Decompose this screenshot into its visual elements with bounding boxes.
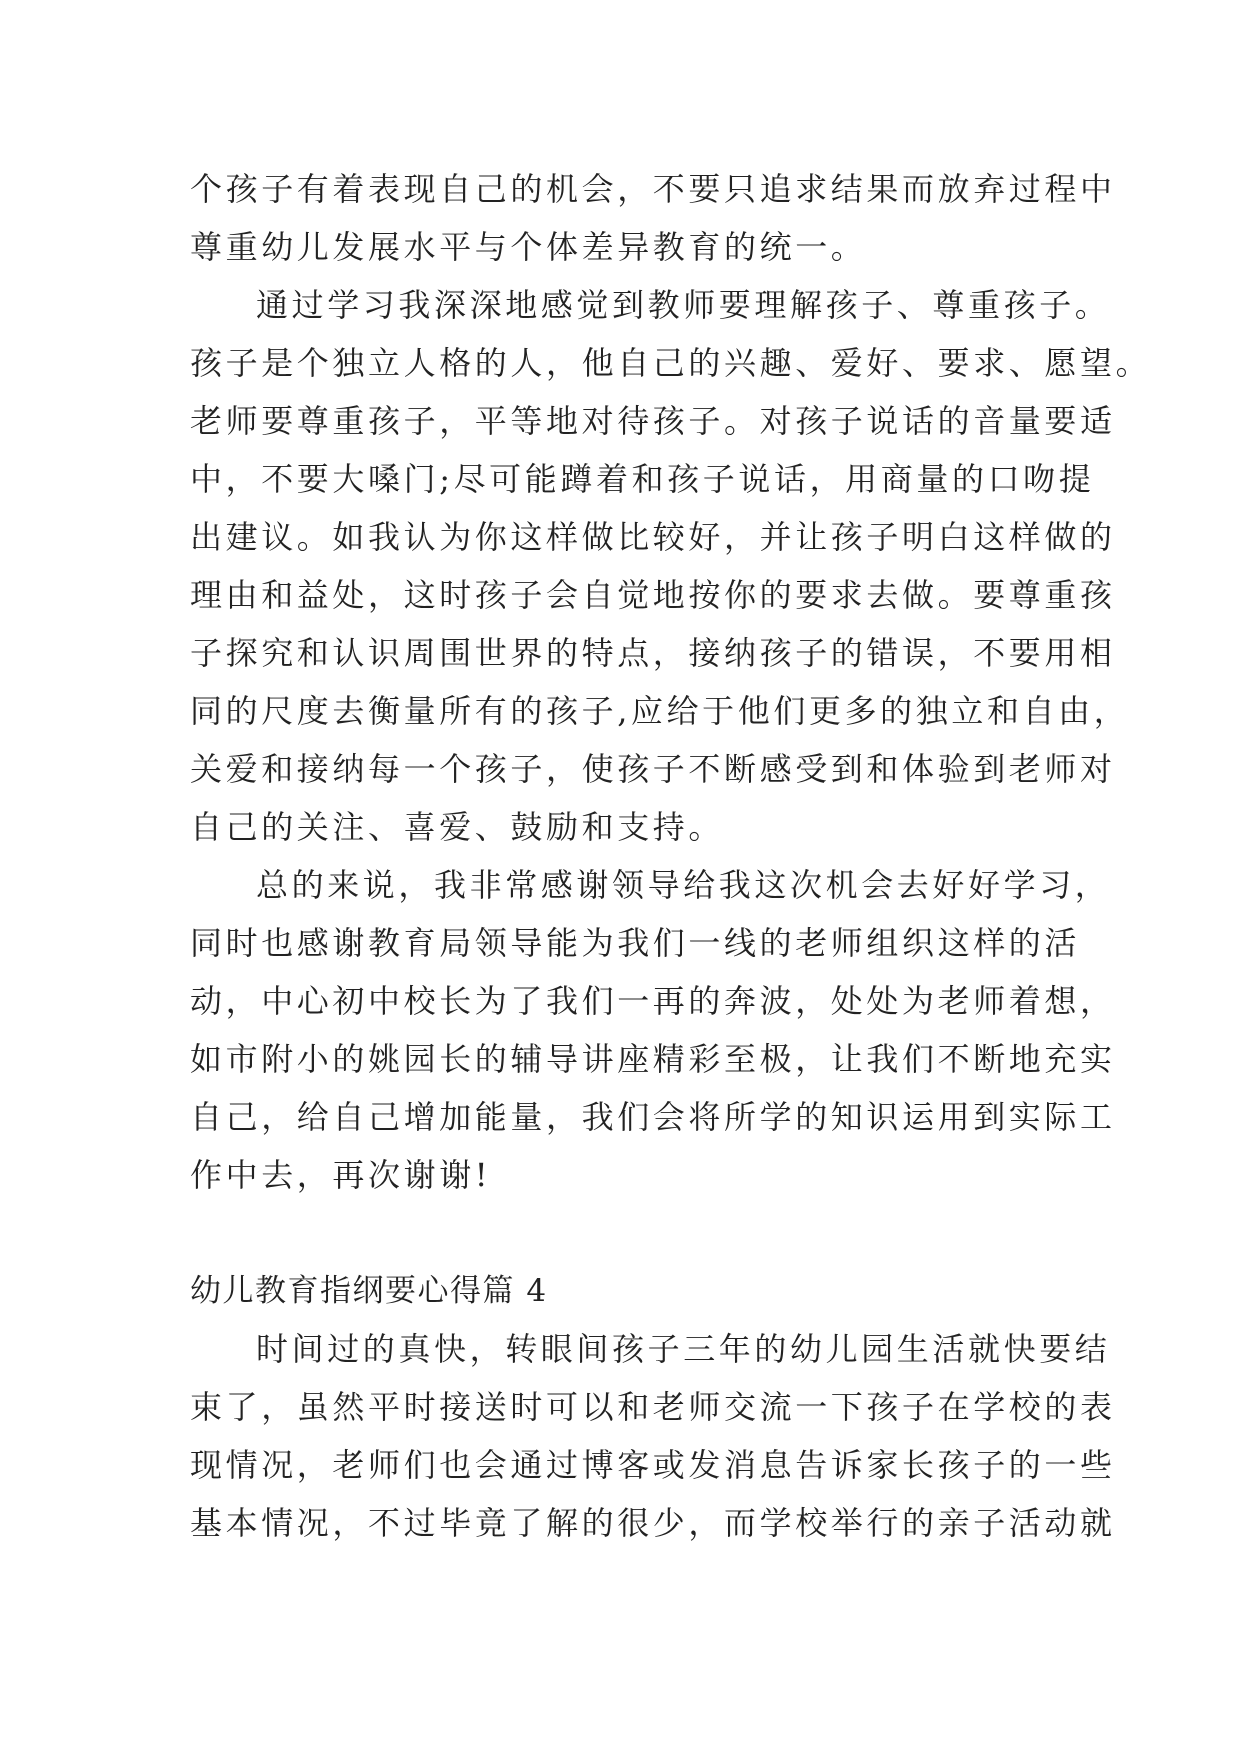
text-line: 束了，虽然平时接送时可以和老师交流一下孩子在学校的表 — [190, 1388, 1116, 1426]
document-page — [190, 160, 1152, 1552]
text-line: 通过学习我深深地感觉到教师要理解孩子、尊重孩子。 — [256, 286, 1111, 324]
text-line: 时间过的真快，转眼间孩子三年的幼儿园生活就快要结 — [256, 1330, 1111, 1368]
text-line: 基本情况，不过毕竟了解的很少，而学校举行的亲子活动就 — [190, 1504, 1116, 1542]
section-heading: 幼儿教育指纲要心得篇 4 — [190, 1273, 548, 1309]
paragraph-1 — [190, 160, 1116, 276]
section-gap — [190, 1204, 1070, 1262]
paragraph-3 — [190, 856, 1116, 1204]
text-line: 关爱和接纳每一个孩子，使孩子不断感受到和体验到老师对 — [190, 750, 1116, 788]
text-line: 子探究和认识周围世界的特点，接纳孩子的错误，不要用相 — [190, 634, 1116, 672]
text-line: 中，不要大嗓门;尽可能蹲着和孩子说话，用商量的口吻提 — [190, 460, 1095, 498]
text-line: 动，中心初中校长为了我们一再的奔波，处处为老师着想， — [190, 982, 1116, 1020]
text-line: 如市附小的姚园长的辅导讲座精彩至极，让我们不断地充实 — [190, 1040, 1116, 1078]
text-line: 自己的关注、喜爱、鼓励和支持。 — [190, 808, 725, 846]
text-line: 作中去，再次谢谢! — [190, 1156, 492, 1194]
text-line: 自己，给自己增加能量，我们会将所学的知识运用到实际工 — [190, 1098, 1116, 1136]
text-line: 同时也感谢教育局领导能为我们一线的老师组织这样的活 — [190, 924, 1081, 962]
text-line: 总的来说，我非常感谢领导给我这次机会去好好学习， — [256, 866, 1111, 904]
paragraph-4 — [190, 1320, 1116, 1552]
text-line: 同的尺度去衡量所有的孩子,应给于他们更多的独立和自由， — [190, 692, 1130, 730]
text-line: 老师要尊重孩子，平等地对待孩子。对孩子说话的音量要适 — [190, 402, 1116, 440]
text-line: 尊重幼儿发展水平与个体差异教育的统一。 — [190, 228, 867, 266]
paragraph-2 — [190, 276, 1152, 856]
text-line: 孩子是个独立人格的人，他自己的兴趣、爱好、要求、愿望。 — [190, 344, 1152, 382]
text-line: 现情况，老师们也会通过博客或发消息告诉家长孩子的一些 — [190, 1446, 1116, 1484]
text-line: 出建议。如我认为你这样做比较好，并让孩子明白这样做的 — [190, 518, 1116, 556]
text-line: 理由和益处，这时孩子会自觉地按你的要求去做。要尊重孩 — [190, 576, 1116, 614]
text-line: 个孩子有着表现自己的机会，不要只追求结果而放弃过程中 — [190, 170, 1116, 208]
